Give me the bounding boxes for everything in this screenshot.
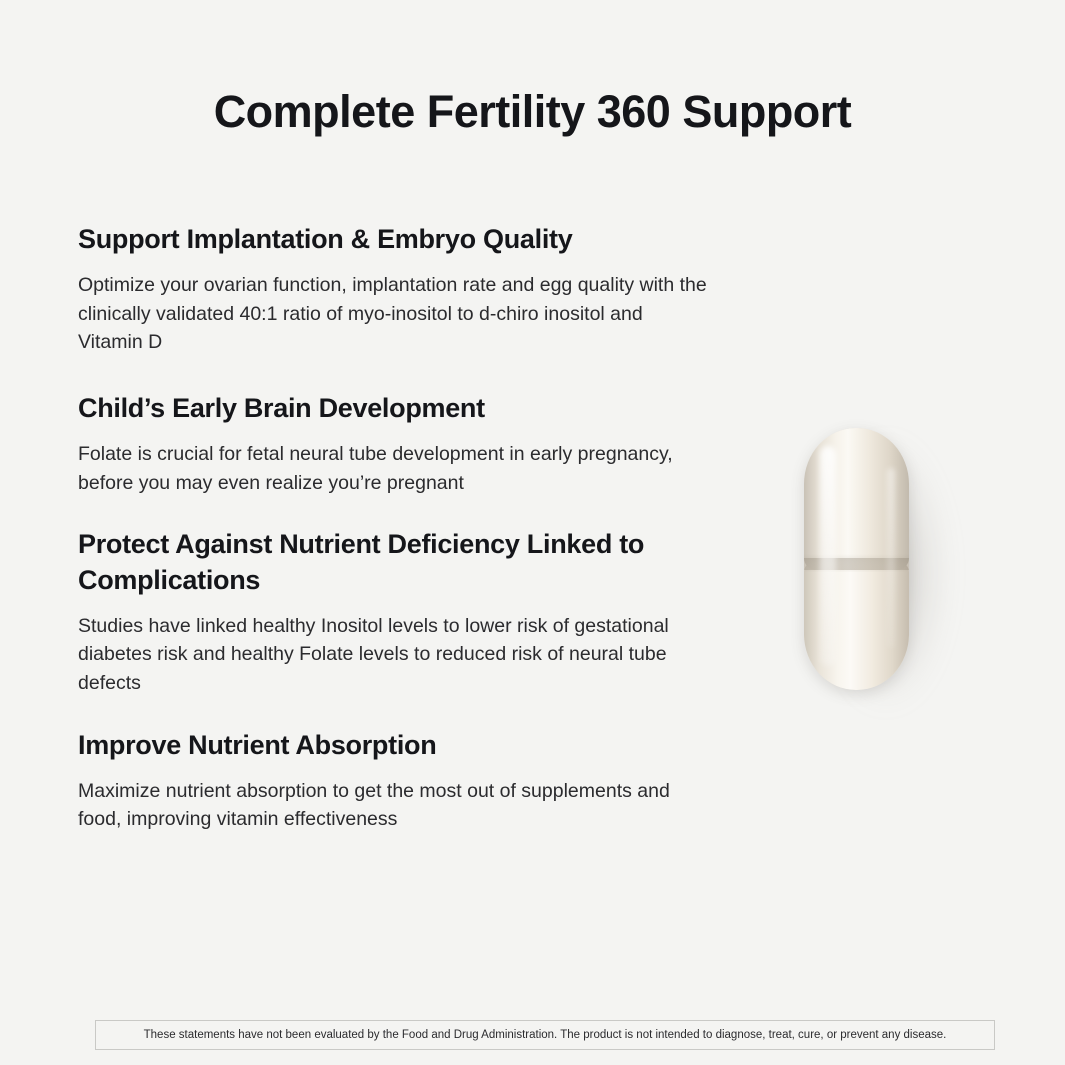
feature-heading: Protect Against Nutrient Deficiency Linked to Complications xyxy=(78,529,645,595)
feature-body: Maximize nutrient absorption to get the most out of supplements and food, improving vitamin effectiveness xyxy=(78,779,670,831)
capsule-highlight-right xyxy=(887,468,895,648)
fda-disclaimer-text: These statements have not been evaluated by the Food and Drug Administration. The product is not intended to diagnose, treat, cure, or prevent any disease. xyxy=(143,1029,947,1041)
feature-body: Folate is crucial for fetal neural tube development in early pregnancy, before you may even realize you’re pregnant xyxy=(78,443,673,494)
feature-item xyxy=(78,728,708,834)
page-title: Complete Fertility 360 Support xyxy=(213,86,852,137)
feature-heading: Child’s Early Brain Development xyxy=(78,393,485,424)
feature-item xyxy=(78,391,708,497)
feature-body: Optimize your ovarian function, implantation rate and egg quality with the clinically validated 40:1 ratio of myo-inositol to d-chiro inositol and Vitamin D xyxy=(78,274,707,354)
feature-item xyxy=(78,222,708,357)
feature-heading: Support Implantation & Embryo Quality xyxy=(78,224,573,254)
features-list xyxy=(78,222,708,834)
capsule-photo xyxy=(760,400,990,720)
feature-item xyxy=(78,527,708,697)
capsule-highlight-left xyxy=(820,446,836,666)
fda-disclaimer xyxy=(95,1020,995,1050)
feature-heading: Improve Nutrient Absorption xyxy=(78,729,437,760)
feature-body: Studies have linked healthy Inositol levels to lower risk of gestational diabetes risk and healthy Folate levels to reduced risk of neural tube defects xyxy=(78,614,669,694)
capsule-body xyxy=(804,428,909,690)
